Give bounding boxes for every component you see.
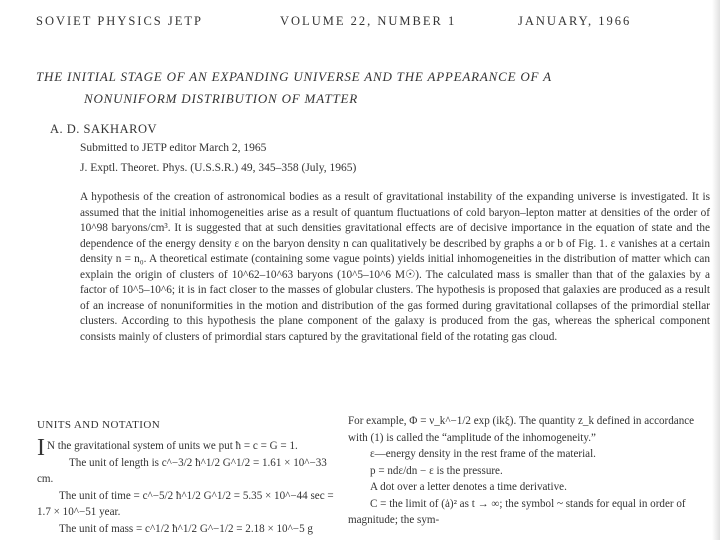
drop-cap: I <box>37 435 45 461</box>
left-paragraph-4: The unit of mass = c^1/2 ħ^1/2 G^−1/2 = 2.18 × 10^−5 g <box>59 522 313 535</box>
right-paragraph-4: A dot over a letter denotes a time derivative. <box>370 481 567 493</box>
right-paragraph-3: p = ndε/dn − ε is the pressure. <box>370 464 503 477</box>
left-column <box>37 435 337 537</box>
right-paragraph-1: For example, Φ = ν_k^−1/2 exp (ikξ). The quantity z_k defined in accordance with (1) is called the “amplitude of the inhomogeneity.” <box>348 415 695 444</box>
article-title <box>36 66 696 110</box>
issue-date: JANUARY, 1966 <box>518 14 632 28</box>
volume-number: VOLUME 22, NUMBER 1 <box>280 14 457 28</box>
running-head <box>36 14 708 34</box>
submission-note: Submitted to JETP editor March 2, 1965 <box>80 142 267 154</box>
title-line-1: THE INITIAL STAGE OF AN EXPANDING UNIVERSE AND THE APPEARANCE OF A <box>36 69 552 84</box>
right-paragraph-2: ε—energy density in the rest frame of the material. <box>370 448 596 460</box>
section-heading: UNITS AND NOTATION <box>37 419 161 431</box>
right-paragraph-5: C = the limit of (ȧ)² as t → ∞; the symbol ~ stands for equal in order of magnitude; the sym- <box>348 497 686 526</box>
title-line-2: NONUNIFORM DISTRIBUTION OF MATTER <box>84 91 358 106</box>
author-name: A. D. SAKHAROV <box>50 122 158 136</box>
abstract-paragraph: A hypothesis of the creation of astronomical bodies as a result of gravitational instability of the expanding universe is investigated. It is assumed that the initial inhomogeneities arise as a result of quantum fluctuations of cold baryon–lepton matter at densities of the order of 10^98 baryons/cm³. It is suggested that at such densities gravitational effects are of decisive importance in the equation of state and the dependence of the energy density ε on the baryon density n can qualitatively be described by graphs a or b of Fig. 1. ε vanishes at a certain density n = n₀. A theoretical estimate (containing some vague points) yields initial inhomogeneities in the distribution of matter which can explain the origin of clusters of 10^62–10^63 baryons (10^5–10^6 M☉). The calculated mass is smaller than that of the galaxies by a factor of 10^5–10^6; it is in fact closer to the masses of globular clusters. The hypothesis is proposed that galaxies are produced as a result of an increase of nonuniformities in the motion and distribution of the gas formed during gravitational collapses of the primordial stellar clusters. According to this hypothesis the plane component of the galaxy is produced from the gas, whereas the spherical component consists mainly of clusters of primordial stars captured by the gravitational field of the rotating gas cloud. <box>80 191 710 343</box>
original-citation: J. Exptl. Theoret. Phys. (U.S.S.R.) 49, 345–358 (July, 1965) <box>80 162 357 174</box>
left-paragraph-2: The unit of length is c^−3/2 ħ^1/2 G^1/2 = 1.61 × 10^−33 cm. <box>37 456 327 485</box>
journal-name: SOVIET PHYSICS JETP <box>36 14 203 28</box>
left-paragraph-1-text: N the gravitational system of units we put ħ = c = G = 1. <box>47 440 298 452</box>
right-column <box>348 413 704 529</box>
left-paragraph-1 <box>37 435 337 461</box>
left-paragraph-3: The unit of time = c^−5/2 ħ^1/2 G^1/2 = 5.35 × 10^−44 sec = 1.7 × 10^−51 year. <box>37 489 334 518</box>
scan-edge-shadow <box>712 0 720 540</box>
